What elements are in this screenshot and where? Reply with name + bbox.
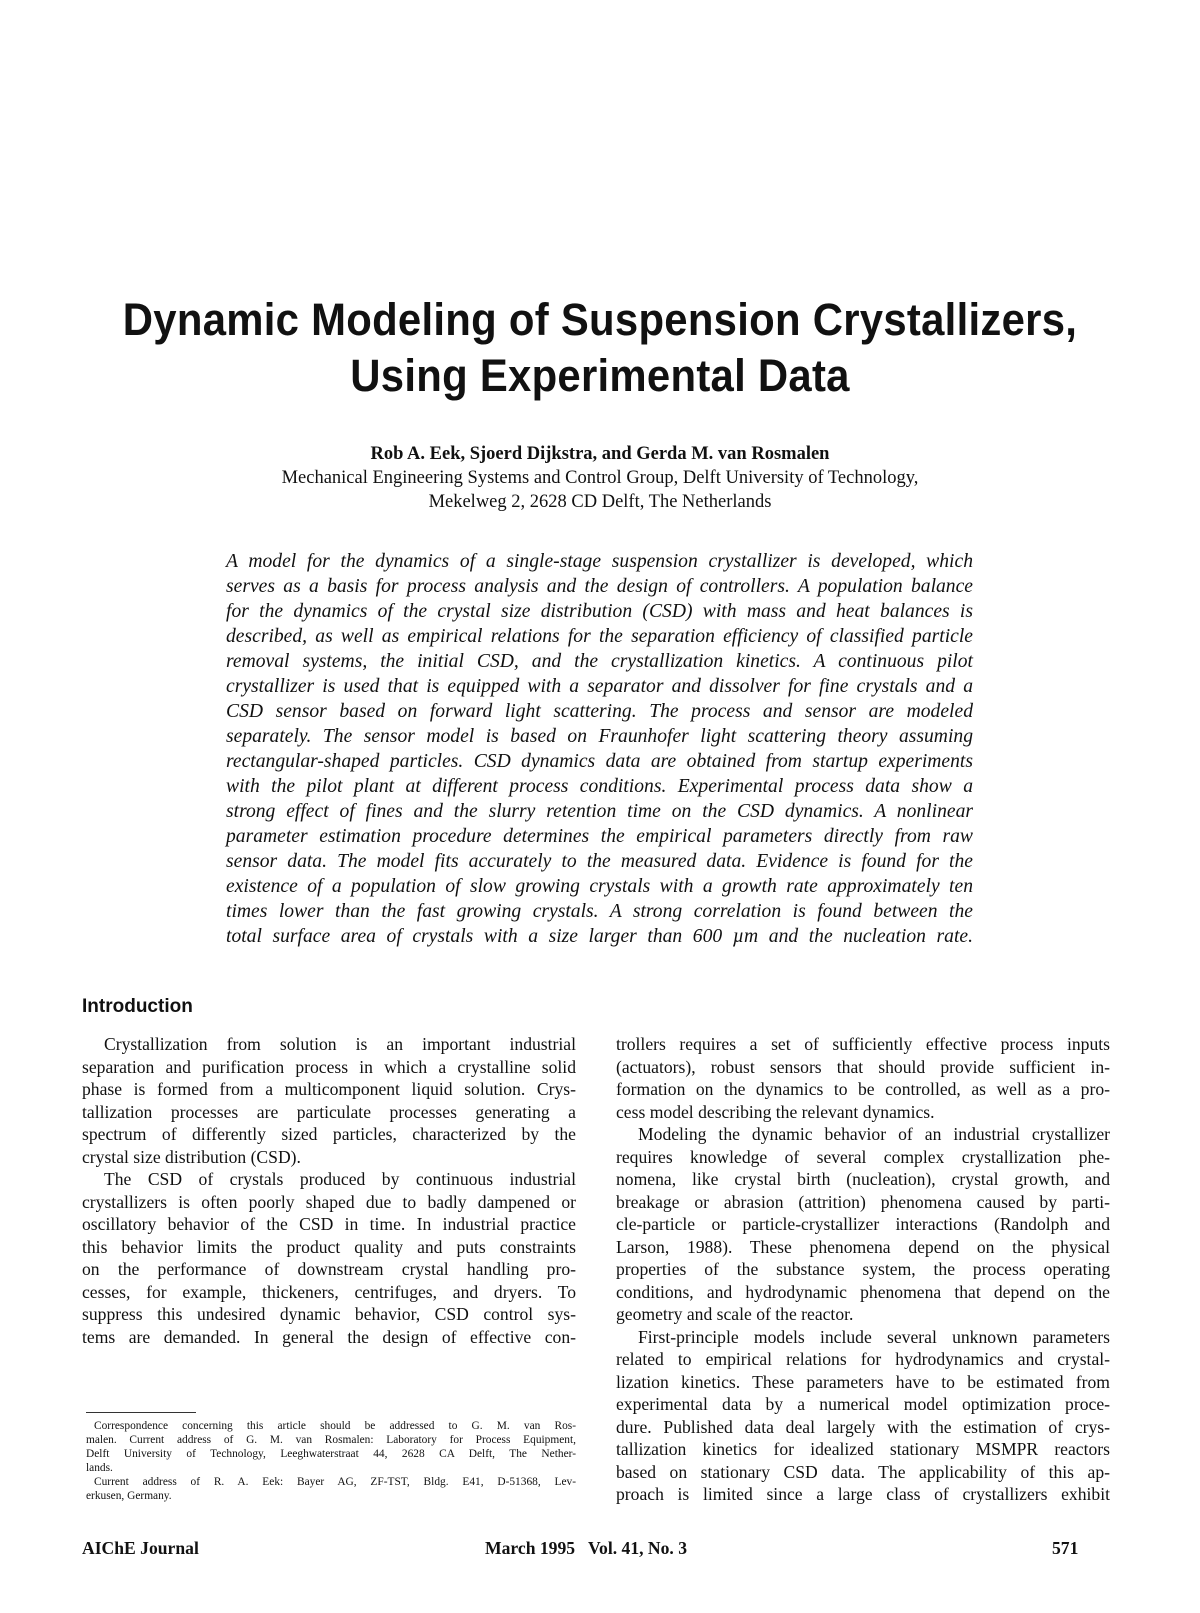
- abstract-line: strong effect of fines and the slurry retention time on the CSD dynamics. A nonlinear: [226, 801, 973, 822]
- body-line: spectrum of differently sized particles, characterized by the: [82, 1124, 576, 1144]
- affiliation-line-2: Mekelweg 2, 2628 CD Delft, The Netherlands: [428, 492, 772, 512]
- author-names: Rob A. Eek, Sjoerd Dijkstra, and Gerda M. van Rosmalen: [370, 444, 830, 464]
- body-line: cle-particle or particle-crystallizer interactions (Randolph and: [616, 1214, 1110, 1234]
- abstract-line: serves as a basis for process analysis and the design of controllers. A population balance: [226, 576, 973, 597]
- abstract-line: removal systems, the initial CSD, and the crystallization kinetics. A continuous pilot: [226, 651, 973, 672]
- body-line: First-principle models include several unknown parameters: [638, 1326, 1110, 1347]
- body-line: tallization kinetics for idealized stationary MSMPR reactors: [616, 1439, 1110, 1459]
- body-line: tems are demanded. In general the design of effective con-: [82, 1326, 576, 1347]
- abstract-line: total surface area of crystals with a size larger than 600 µm and the nucleation rate.: [226, 926, 973, 947]
- body-line: Modeling the dynamic behavior of an industrial crystallizer: [638, 1124, 1110, 1144]
- abstract-line: rectangular-shaped particles. CSD dynamics data are obtained from startup experiments: [226, 751, 973, 772]
- footnote: [86, 1419, 576, 1503]
- abstract-line: CSD sensor based on forward light scattering. The process and sensor are modeled: [226, 701, 973, 722]
- title-line-1: Dynamic Modeling of Suspension Crystallizers,: [122, 294, 1078, 345]
- body-line: experimental data by a numerical model optimization proce-: [616, 1394, 1110, 1414]
- body-line: breakage or abrasion (attrition) phenomena caused by parti-: [616, 1191, 1110, 1212]
- body-line: geometry and scale of the reactor.: [616, 1304, 854, 1324]
- left-column: [82, 1033, 576, 1348]
- body-line: separation and purification process in which a crystalline solid: [82, 1056, 576, 1077]
- abstract-line: for the dynamics of the crystal size distribution (CSD) with mass and heat balances is: [226, 601, 973, 622]
- body-line: trollers requires a set of sufficiently effective process inputs: [616, 1034, 1110, 1054]
- body-line: crystallizers is often poorly shaped due to badly dampened or: [82, 1191, 576, 1212]
- footnote-line: malen. Current address of G. M. van Rosmalen: Laboratory for Process Equipment,: [86, 1434, 576, 1446]
- body-line: The CSD of crystals produced by continuous industrial: [104, 1169, 576, 1189]
- body-line: cesses, for example, thickeners, centrifuges, and dryers. To: [82, 1281, 576, 1302]
- body-line: Larson, 1988). These phenomena depend on the physical: [616, 1236, 1110, 1257]
- abstract-line: separately. The sensor model is based on Fraunhofer light scattering theory assuming: [226, 726, 973, 747]
- body-line: conditions, and hydrodynamic phenomena that depend on the: [616, 1281, 1110, 1302]
- abstract: [226, 549, 973, 949]
- right-column: [616, 1033, 1110, 1506]
- footnote-divider: [86, 1412, 196, 1413]
- footer-page-number: 571: [1052, 1538, 1079, 1558]
- body-line: Crystallization from solution is an important industrial: [104, 1034, 576, 1054]
- body-line: formation on the dynamics to be controlled, as well as a pro-: [616, 1079, 1110, 1099]
- title-line-2: Using Experimental Data: [350, 350, 850, 401]
- body-line: nomena, like crystal birth (nucleation), crystal growth, and: [616, 1169, 1110, 1189]
- body-line: cess model describing the relevant dynamics.: [616, 1101, 935, 1122]
- author-block: [100, 442, 1100, 514]
- abstract-line: with the pilot plant at different process conditions. Experimental process data show a: [226, 776, 973, 797]
- affiliation-line-1: Mechanical Engineering Systems and Control Group, Delft University of Technology,: [281, 468, 919, 488]
- body-line: on the performance of downstream crystal handling pro-: [82, 1259, 576, 1279]
- abstract-line: times lower than the fast growing crystals. A strong correlation is found between the: [226, 901, 973, 922]
- footer-journal-name: AIChE Journal: [82, 1538, 199, 1558]
- body-line: related to empirical relations for hydrodynamics and crystal-: [616, 1349, 1110, 1369]
- footer-issue: March 1995 Vol. 41, No. 3: [485, 1538, 688, 1558]
- abstract-line: described, as well as empirical relations for the separation efficiency of classified particle: [226, 626, 973, 647]
- footnote-line: Correspondence concerning this article should be addressed to G. M. van Ros-: [94, 1420, 576, 1432]
- body-line: (actuators), robust sensors that should provide sufficient in-: [616, 1056, 1110, 1077]
- abstract-line: A model for the dynamics of a single-stage suspension crystallizer is developed, which: [226, 551, 973, 572]
- body-line: phase is formed from a multicomponent liquid solution. Crys-: [82, 1079, 576, 1099]
- body-line: properties of the substance system, the process operating: [616, 1259, 1110, 1279]
- section-heading-introduction: Introduction: [82, 996, 193, 1017]
- footnote-line: lands.: [86, 1462, 113, 1474]
- footnote-line: Current address of R. A. Eek: Bayer AG, ZF-TST, Bldg. E41, D-51368, Lev-: [94, 1476, 576, 1488]
- body-line: based on stationary CSD data. The applicability of this ap-: [616, 1461, 1110, 1482]
- abstract-line: existence of a population of slow growing crystals with a growth rate approximately ten: [226, 876, 973, 897]
- abstract-line: sensor data. The model fits accurately to the measured data. Evidence is found for the: [226, 851, 973, 872]
- body-line: dure. Published data deal largely with the estimation of crys-: [616, 1416, 1110, 1437]
- body-line: tallization processes are particulate processes generating a: [82, 1101, 576, 1122]
- body-line: this behavior limits the product quality and puts constraints: [82, 1236, 576, 1257]
- body-line: requires knowledge of several complex crystallization phe-: [616, 1146, 1110, 1167]
- body-line: lization kinetics. These parameters have to be estimated from: [616, 1371, 1110, 1392]
- body-line: oscillatory behavior of the CSD in time. In industrial practice: [82, 1214, 576, 1234]
- footnote-line: erkusen, Germany.: [86, 1490, 172, 1502]
- paper-title: [98, 292, 1102, 404]
- body-line: suppress this undesired dynamic behavior, CSD control sys-: [82, 1304, 576, 1324]
- body-line: crystal size distribution (CSD).: [82, 1146, 301, 1167]
- footnote-line: Delft University of Technology, Leeghwaterstraat 44, 2628 CA Delft, The Nether-: [86, 1448, 576, 1460]
- abstract-line: parameter estimation procedure determines the empirical parameters directly from raw: [226, 826, 973, 847]
- abstract-line: crystallizer is used that is equipped with a separator and dissolver for fine crystals and a: [226, 676, 973, 697]
- body-line: proach is limited since a large class of crystallizers exhibit: [616, 1484, 1110, 1504]
